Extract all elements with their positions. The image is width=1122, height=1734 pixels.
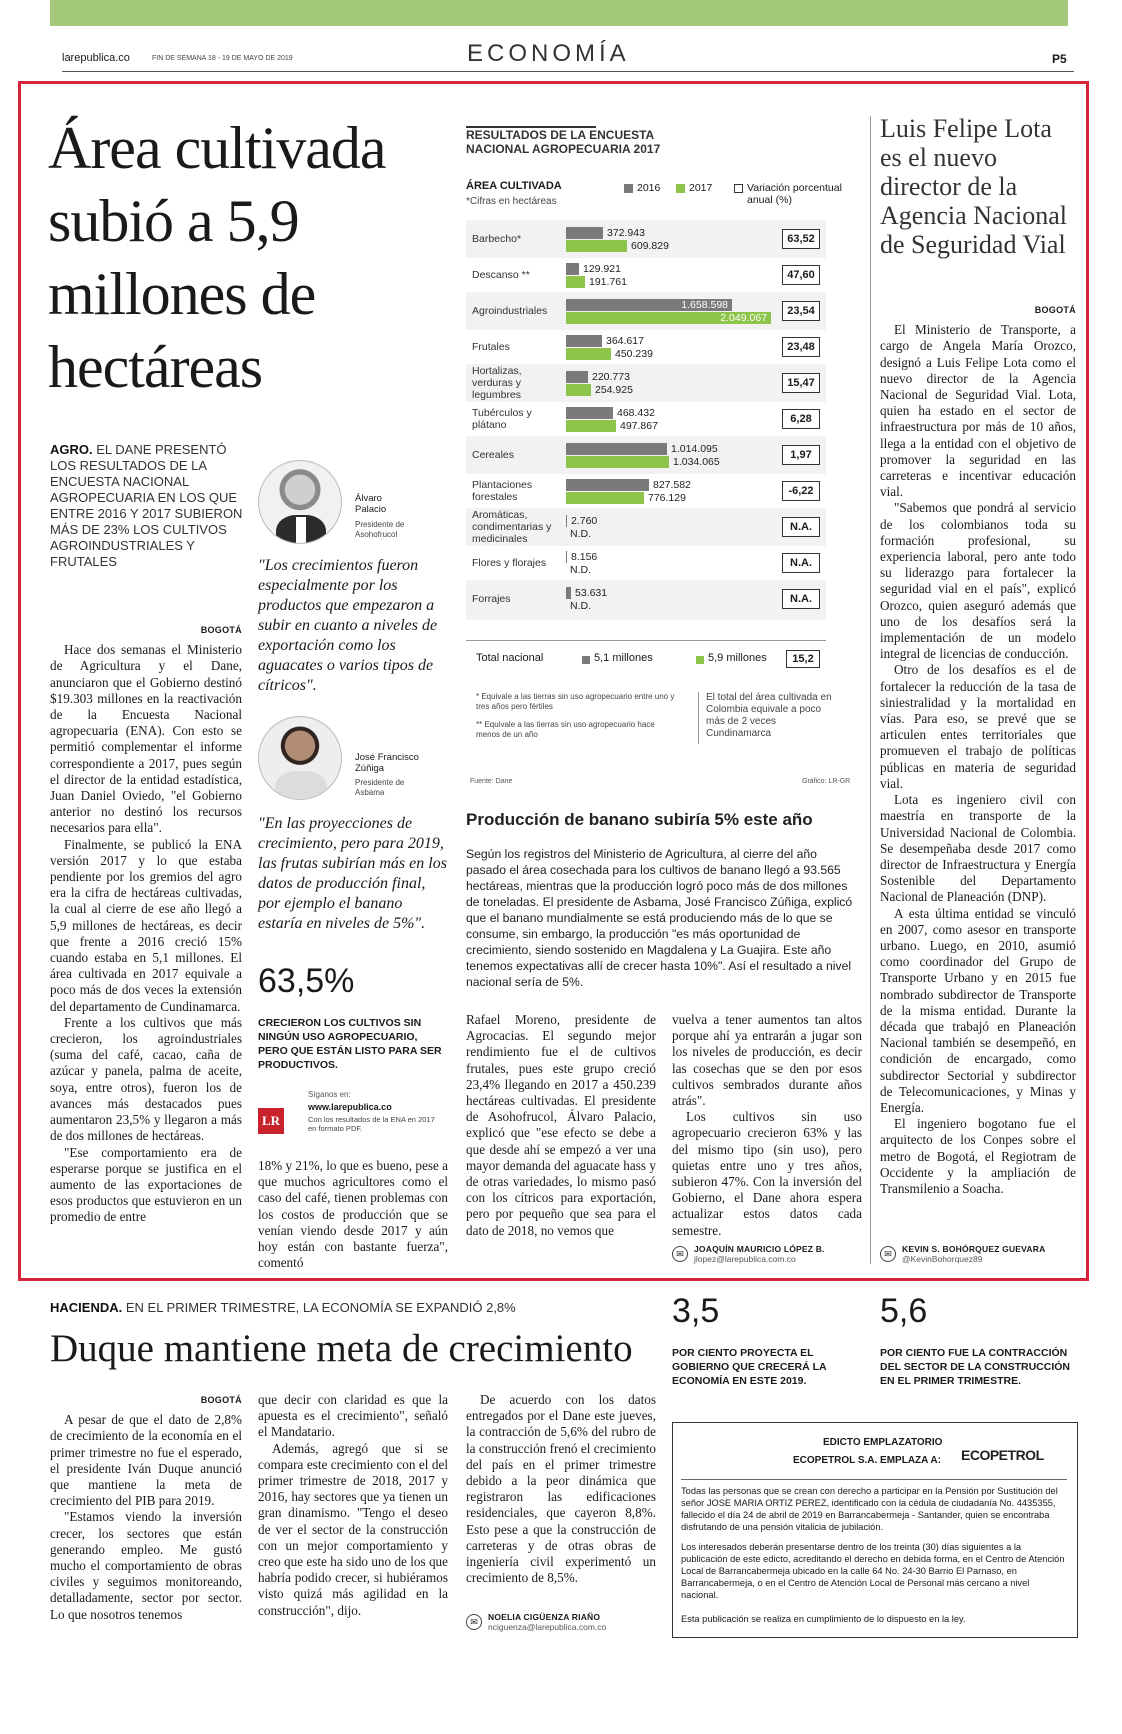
chart-bar-2017 xyxy=(566,420,616,432)
mail-icon: ✉ xyxy=(466,1614,482,1630)
chart-subtitle: ÁREA CULTIVADA xyxy=(466,180,562,192)
kicker: AGRO. xyxy=(50,442,93,457)
chart-bar-2017 xyxy=(566,492,644,504)
author-email[interactable]: jlopez@larepublica.com.co xyxy=(694,1254,796,1264)
chart-value-label: 497.867 xyxy=(620,420,658,432)
main-headline: Área cultivada subió a 5,9 millones de hectáreas xyxy=(48,115,386,400)
chart-category-label: Tubérculos y plátano xyxy=(472,407,532,431)
chart-category-label: Hortalizas, verduras y legumbres xyxy=(472,365,522,401)
paragraph: vuelva a tener aumentos tan altos porque ahí ya entrarán a jugar son los niveles de producción, es decir las cosechas que se den por esos cultivos sembrados durante años atrás". xyxy=(672,1012,862,1109)
main-col1 xyxy=(50,622,242,1226)
legend-variation xyxy=(734,182,857,206)
legend-swatch-2016 xyxy=(624,184,633,193)
hacienda-col2 xyxy=(258,1392,448,1619)
hacienda-lede xyxy=(50,1300,516,1315)
chart-row xyxy=(466,582,826,616)
total-var: 15,2 xyxy=(786,650,820,668)
paragraph: "Ese comportamiento era de esperarse porque se justifica en el aumento de las exportaciones de esos productos que estuvieron en un promedio de entre xyxy=(50,1144,242,1225)
chart-row xyxy=(466,402,826,436)
avatar-jose-francisco-zuniga xyxy=(258,716,342,800)
legend-label-variation: Variación porcentual anual (%) xyxy=(747,182,842,206)
paragraph: "Sabemos que pondrá al servicio de los colombianos toda su formación profesional, su experiencia laboral, pero ante todo su liderazgo para fortalecer la seguridad vial en el país", explicó Orozco, quien aseguró además que uno de los desafíos será la implementación de un modelo integral de licencias de conducción. xyxy=(880,500,1076,662)
paragraph: El ingeniero bogotano fue el arquitecto de los Conpes sobre el metro de Bogotá, el Regiotram de Occidente y la ampliación de Transmilenio a Soacha. xyxy=(880,1116,1076,1196)
chart-row xyxy=(466,330,826,364)
chart-row xyxy=(466,366,826,400)
chart-variation: N.A. xyxy=(782,553,820,573)
chart-title: RESULTADOS DE LA ENCUESTA NACIONAL AGROPECUARIA 2017 xyxy=(466,128,661,156)
chart-note: *Cifras en hectáreas xyxy=(466,196,557,207)
chart-row xyxy=(466,438,826,472)
banana-colB xyxy=(672,1012,862,1239)
hacienda-col3 xyxy=(466,1392,656,1586)
chart-panel xyxy=(466,116,856,798)
chart-category-label: Cereales xyxy=(472,449,515,461)
side-rule xyxy=(870,116,871,1264)
chart-category-label: Forrajes xyxy=(472,593,511,605)
chart-bar-2017 xyxy=(566,384,591,396)
section-title: ECONOMÍA xyxy=(467,40,630,67)
chart-value-label: 8.156 xyxy=(571,551,598,563)
chart-value-label: 254.925 xyxy=(595,384,633,396)
chart-bar-2016 xyxy=(566,263,579,275)
dateline: BOGOTÁ xyxy=(200,1395,242,1405)
quote-1: "Los crecimientos fueron especialmente por los productos que empezaron a subir en cuanto a niveles de exportación como los aguacates o varios tipos de cítricos". xyxy=(258,557,438,694)
author-name: JOAQUÍN MAURICIO LÓPEZ B. xyxy=(694,1244,825,1254)
total-row xyxy=(466,648,826,672)
person2-name: José Francisco Zúñiga xyxy=(355,752,419,774)
hacienda-headline: Duque mantiene meta de crecimiento xyxy=(50,1327,633,1370)
chart-bar-2016 xyxy=(566,443,667,455)
chart-category-label: Flores y florajes xyxy=(472,557,547,569)
chart-plot xyxy=(466,220,826,620)
header-rule xyxy=(62,71,1074,72)
total-2016: 5,1 millones xyxy=(594,652,653,664)
stat2-caption: POR CIENTO FUE LA CONTRACCIÓN DEL SECTOR DE LA CONSTRUCCIÓN EN EL PRIMER TRIMESTRE. xyxy=(880,1347,1070,1387)
header-date: FIN DE SEMANA 18 - 19 DE MAYO DE 2019 xyxy=(152,55,293,62)
paragraph: Lota es ingeniero civil con maestría en transporte de la Universidad Nacional de Colombia. Se desempeñaba desde 2017 como director de Infraestructura y Energía Sostenible del Departamento Nacional de Planeación (DNP). xyxy=(880,792,1076,905)
banana-title: Producción de banano subiría 5% este año xyxy=(466,810,813,829)
top-band xyxy=(50,0,1068,26)
legend-2017 xyxy=(676,182,712,194)
stat-caption: CRECIERON LOS CULTIVOS SIN NINGÚN USO AGROPECUARIO, PERO QUE ESTÁN LISTO PARA SER PRODUCTIVOS. xyxy=(258,1017,442,1071)
paragraph: Finalmente, se publicó la ENA versión 2017 y lo que estaba pendiente por los gremios del agro era la cifra de hectáreas cultivadas, la cual al cierre de ese año llegó a 5,9 millones de hectáreas, es decir que frente a 2016 creció 15% cuando estaba en 5,1 millones. El área cultivada en 2017 equivale a poco más de dos veces la extensión del departamento de Cundinamarca. xyxy=(50,836,242,1014)
chart-variation: 63,52 xyxy=(782,229,820,249)
person1-role: Presidente de Asohofrucol xyxy=(355,520,405,539)
chart-bar-2016 xyxy=(566,227,603,239)
chart-variation: 15,47 xyxy=(782,373,820,393)
chart-value-label: 2.049.067 xyxy=(720,312,767,324)
total-label: Total nacional xyxy=(476,652,544,664)
edicto-subtitle: ECOPETROL S.A. EMPLAZA A: xyxy=(793,1455,941,1466)
chart-value-label: 364.617 xyxy=(606,335,644,347)
total-rule-top xyxy=(466,640,826,641)
chart-value-label: N.D. xyxy=(570,528,591,540)
chart-row xyxy=(466,294,826,328)
author-name: NOELIA CIGÜENZA RIAÑO xyxy=(488,1612,601,1622)
person1-name: Álvaro Palacio xyxy=(355,493,387,515)
avatar-alvaro-palacio xyxy=(258,460,342,544)
dateline: BOGOTÁ xyxy=(1034,305,1076,315)
paragraph: Además, agregó que si se compara este crecimiento con el del primer trimestre de 2018, 2017 y 2016, hay sectores que ya tienen un gran dinamismo. "Tengo el deseo de ver el sector de la construcción con un mejor comportamiento y creo que este ha sido uno de los que habría podido crecer, si hubiéramos visto quizá más agilidad en la construcción", dijo. xyxy=(258,1440,448,1618)
follow-desc: Con los resultados de la ENA en 2017 en formato PDF. xyxy=(308,1115,435,1133)
footnote-1: * Equivale a las tierras sin uso agropecuario entre uno y tres años pero fértiles xyxy=(476,692,675,711)
ecopetrol-logo: ECOPETROL xyxy=(961,1447,1044,1463)
fact-rule xyxy=(698,692,699,744)
kicker: HACIENDA. xyxy=(50,1300,123,1315)
stat1-caption: POR CIENTO PROYECTA EL GOBIERNO QUE CRECERÁ LA ECONOMÍA EN ESTE 2019. xyxy=(672,1347,827,1387)
chart-value-label: N.D. xyxy=(570,600,591,612)
legend-label-2017: 2017 xyxy=(689,182,713,194)
person2-role: Presidente de Asbama xyxy=(355,778,405,797)
chart-variation: 1,97 xyxy=(782,445,820,465)
total-swatch-2016 xyxy=(582,656,590,664)
chart-bar-2017 xyxy=(566,240,627,252)
chart-bar-2016 xyxy=(566,371,588,383)
hacienda-col1 xyxy=(50,1392,242,1623)
chart-title-rule xyxy=(466,126,596,128)
edicto-p1: Todas las personas que se crean con derecho a participar en la Pensión por Sustitución del señor JOSE MARIA ORTIZ PEREZ, identificado con la cédula de ciudadanía No. 4435355, fallecido el día 24 de abril de 2019 en Barrancabermeja - Santander, quien se encontraba disfrutando de una pensión vitalicia de jubilación. xyxy=(681,1486,1058,1532)
paragraph: que decir con claridad es que la apuesta es el crecimiento", señaló el Mandatario. xyxy=(258,1392,448,1440)
chart-value-label: 53.631 xyxy=(575,587,608,599)
legend-2016 xyxy=(624,182,660,194)
stat2-number: 5,6 xyxy=(880,1292,928,1330)
paragraph: Otro de los desafíos es el de fortalecer la reducción de la tasa de siniestralidad y la mortalidad en vías. Para eso, se prevé que se articulen entes territoriales que promueven el trabajo de políticas públicas en materia de seguridad vial. xyxy=(880,662,1076,791)
chart-value-label: 827.582 xyxy=(653,479,691,491)
chart-row xyxy=(466,510,826,544)
quote-2: "En las proyecciones de crecimiento, pero para 2019, las frutas subirían más en los datos de producción final, por ejemplo el banano estaría en niveles de 5%". xyxy=(258,815,447,932)
paragraph: "Estamos viendo la inversión crecer, los sectores que están generando empleo. Me gustó mucho el comportamiento de obras civiles y seguimos monitoreando, detalladamente, sector por sector. Lo que nosotros tenemos xyxy=(50,1509,242,1622)
chart-value-label: 2.760 xyxy=(571,515,598,527)
chart-bar-2016 xyxy=(566,407,613,419)
lede-text: EL DANE PRESENTÓ LOS RESULTADOS DE LA ENCUESTA NACIONAL AGROPECUARIA EN LOS QUE ENTRE 2016 Y 2017 SUBIERON MÁS DE 23% LOS CULTIVOS AGROINDUSTRIALES Y FRUTALES xyxy=(50,442,243,569)
stat1-number: 3,5 xyxy=(672,1292,720,1330)
chart-row xyxy=(466,222,826,256)
chart-bar-2016 xyxy=(566,515,567,527)
chart-value-label: 372.943 xyxy=(607,227,645,239)
chart-fact: El total del área cultivada en Colombia equivale a poco más de 2 veces Cundinamarca xyxy=(706,692,832,739)
chart-bar-2017 xyxy=(566,456,669,468)
author-handle[interactable]: @KevinBohorquez89 xyxy=(902,1254,983,1264)
chart-bar-2016 xyxy=(566,335,602,347)
chart-value-label: 1.034.065 xyxy=(673,456,720,468)
dateline: BOGOTÁ xyxy=(200,625,242,635)
paragraph: Frente a los cultivos que más crecieron, los agroindustriales (suma del café, cacao, caña de azúcar y panela, palma de aceite, soya, entre otros), fueron los de avances más destacados pues aumentaron 23,5% y llegaron a más de dos millones de hectáreas. xyxy=(50,1014,242,1144)
chart-variation: -6,22 xyxy=(782,481,820,501)
legend-swatch-variation xyxy=(734,184,743,193)
chart-value-label: 776.129 xyxy=(648,492,686,504)
chart-category-label: Barbecho* xyxy=(472,233,522,245)
side-body xyxy=(880,302,1076,1197)
author-name: KEVIN S. BOHÓRQUEZ GUEVARA xyxy=(902,1244,1046,1254)
chart-variation: 6,28 xyxy=(782,409,820,429)
chart-value-label: 1.658.598 xyxy=(681,299,728,311)
chart-value-label: 609.829 xyxy=(631,240,669,252)
paragraph: 18% y 21%, lo que es bueno, pese a que muchos agricultores como el caso del café, tienen problemas con los costos de producción que se venían viendo desde 2017 y aún hoy están con bastante fuerza", comentó xyxy=(258,1158,448,1271)
main-col2 xyxy=(258,1158,448,1271)
chart-row xyxy=(466,258,826,292)
chart-row xyxy=(466,474,826,508)
paragraph: A esta última entidad se vinculó en 2007, como asesor en transporte urbano. Luego, en 2010, asumió como coordinador del Grupo de Transporte Urbano y en 2015 fue nombrado subdirector de Transporte de la misma entidad. Durante la década que trabajó en Planeación Nacional también se desempeñó, en condición de encargado, como subdirector Sectorial y subdirector de Telecomunicaciones, y Minas y Energía. xyxy=(880,905,1076,1115)
chart-source: Fuente: Dane xyxy=(470,778,513,785)
follow-label: Síganos en: xyxy=(308,1090,351,1099)
total-2017: 5,9 millones xyxy=(708,652,767,664)
chart-bar-2016 xyxy=(566,479,649,491)
edicto-box xyxy=(672,1422,1078,1638)
total-swatch-2017 xyxy=(696,656,704,664)
chart-category-label: Frutales xyxy=(472,341,510,353)
author-email[interactable]: nciguenza@larepublica.com.co xyxy=(488,1622,607,1632)
chart-category-label: Aromáticas, condimentarias y medicinales xyxy=(472,509,552,545)
edicto-rule xyxy=(681,1479,1067,1480)
chart-category-label: Agroindustriales xyxy=(472,305,548,317)
lede-text: EN EL PRIMER TRIMESTRE, LA ECONOMÍA SE EXPANDIÓ 2,8% xyxy=(125,1300,516,1315)
chart-credit: Gráfico: LR-GR xyxy=(802,778,851,785)
chart-value-label: 450.239 xyxy=(615,348,653,360)
chart-category-label: Descanso ** xyxy=(472,269,530,281)
main-lede xyxy=(50,442,250,570)
hacienda-byline xyxy=(466,1612,606,1632)
chart-bar-2016 xyxy=(566,551,567,563)
mail-icon: ✉ xyxy=(672,1246,688,1262)
chart-value-label: 468.432 xyxy=(617,407,655,419)
chart-category-label: Plantaciones forestales xyxy=(472,479,533,503)
banana-byline xyxy=(672,1244,825,1264)
paragraph: De acuerdo con los datos entregados por el Dane este jueves, la contracción de 5,6% del rubro de la construcción frenó el crecimiento del país en el primer trimestre debido a la peor dinámica que registraron las edificaciones residenciales, que cayeron 8,8%. Esto pese a que la construcción de carreteras y de otras obras de ingeniería civil experimentó un crecimiento de 8,5%. xyxy=(466,1392,656,1586)
chart-variation: 47,60 xyxy=(782,265,820,285)
paragraph: Rafael Moreno, presidente de Agrocacias. El segundo mejor rendimiento fue el de cultivos frutales, pues este grupo creció 23,4% llegando en 2017 a 450.239 hectáreas cultivadas. El presidente de Asohofrucol, Álvaro Palacio, explicó que "ese efecto se debe a que desde ahí se empezó a ver una mayor demanda del aguacate hass y de otras variedades, lo mismo pasó con los cítricos para exportación, pero por pequeño que sea para el dato de 2018, no vemos que xyxy=(466,1012,656,1238)
edicto-p2: Los interesados deberán presentarse dentro de los treinta (30) días siguientes a la publicación de este edicto, acreditando el derecho en debida forma, en el Centro de Atención Local de Barrancabermeja ubicado en la calle 64 No. 24-30 Barrio El Parnaso, en Barrancabermeja, o en el Centro de Atención Local de Personal más cercano a nivel nacional. xyxy=(681,1542,1065,1600)
legend-label-2016: 2016 xyxy=(637,182,661,194)
paragraph: Hace dos semanas el Ministerio de Agricultura y el Dane, anunciaron que el Gobierno destinó $19.303 millones en la reactivación de la Encuesta Nacional agropecuaria (ENA). Con esto se permitió complementar el informe correspondiente a 2017, pues según el director de la entidad estadística, Juan Daniel Oviedo, "el Gobierno anterior no destinó los recursos necesarios para ella". xyxy=(50,642,242,836)
chart-value-label: 1.014.095 xyxy=(671,443,718,455)
chart-bar-2017 xyxy=(566,276,585,288)
chart-row xyxy=(466,546,826,580)
chart-variation: N.A. xyxy=(782,589,820,609)
chart-bar-2016 xyxy=(566,587,571,599)
chart-value-label: 129.921 xyxy=(583,263,621,275)
banana-colA xyxy=(466,1012,656,1239)
chart-variation: N.A. xyxy=(782,517,820,537)
banana-intro: Según los registros del Ministerio de Agricultura, al cierre del año pasado el área cosechada para los cultivos de banano llegó a 93.565 hectáreas, mientras que la producción logró poco más de dos millones de toneladas. El presidente de Asbama, José Francisco Zúñiga, explicó que el banano mundialmente se está produciendo más de lo que se consume, sin embargo, la producción "es más oportunidad de crecimiento, siendo sostenido en Magdalena y La Guajira. Este año tenemos expectativas allí de crecer hasta 10%". Así el resultado a nivel nacional sería de 5%. xyxy=(466,847,853,989)
header-site[interactable]: larepublica.co xyxy=(62,52,130,64)
chart-value-label: N.D. xyxy=(570,564,591,576)
stat-number: 63,5% xyxy=(258,962,355,1000)
footnote-2: ** Equivale a las tierras sin uso agropecuario hace menos de un año xyxy=(476,720,655,739)
chart-value-label: 191.761 xyxy=(589,276,627,288)
paragraph: El Ministerio de Transporte, a cargo de Angela María Orozco, designó a Luis Felipe Lota como el nuevo director de la Agencia Nacional de Seguridad Vial. Lota, quien ha estado en el sector de infraestructura por más de 10 años, llega a la entidad con el objetivo de promover la seguridad en las carreteras e incentivar educación vial. xyxy=(880,322,1076,500)
mail-icon: ✉ xyxy=(880,1246,896,1262)
chart-bar-2017 xyxy=(566,348,611,360)
paragraph: Los cultivos sin uso agropecuario crecieron 63% y las del mismo tipo (sin uso), pero quietas entre uno y tres años, subieron 47%. Con la inversión del Gobierno, el Dane ahora espera actualizar estos datos cada semestre. xyxy=(672,1109,862,1238)
lr-logo[interactable]: LR xyxy=(258,1108,284,1134)
chart-value-label: 220.773 xyxy=(592,371,630,383)
edicto-title: EDICTO EMPLAZATORIO xyxy=(823,1437,943,1448)
follow-link[interactable]: www.larepublica.co xyxy=(308,1102,392,1112)
edicto-p3: Esta publicación se realiza en cumplimiento de lo dispuesto en la ley. xyxy=(681,1614,966,1624)
side-title: Luis Felipe Lota es el nuevo director de la Agencia Nacional de Seguridad Vial xyxy=(880,114,1067,259)
paragraph: A pesar de que el dato de 2,8% de crecimiento de la economía en el primer trimestre no fue el esperado, el presidente Iván Duque anunció que mantiene la meta de crecimiento del PIB para 2019. xyxy=(50,1412,242,1509)
chart-variation: 23,54 xyxy=(782,301,820,321)
side-byline xyxy=(880,1244,1045,1264)
chart-variation: 23,48 xyxy=(782,337,820,357)
legend-swatch-2017 xyxy=(676,184,685,193)
page-number: P5 xyxy=(1052,52,1067,66)
